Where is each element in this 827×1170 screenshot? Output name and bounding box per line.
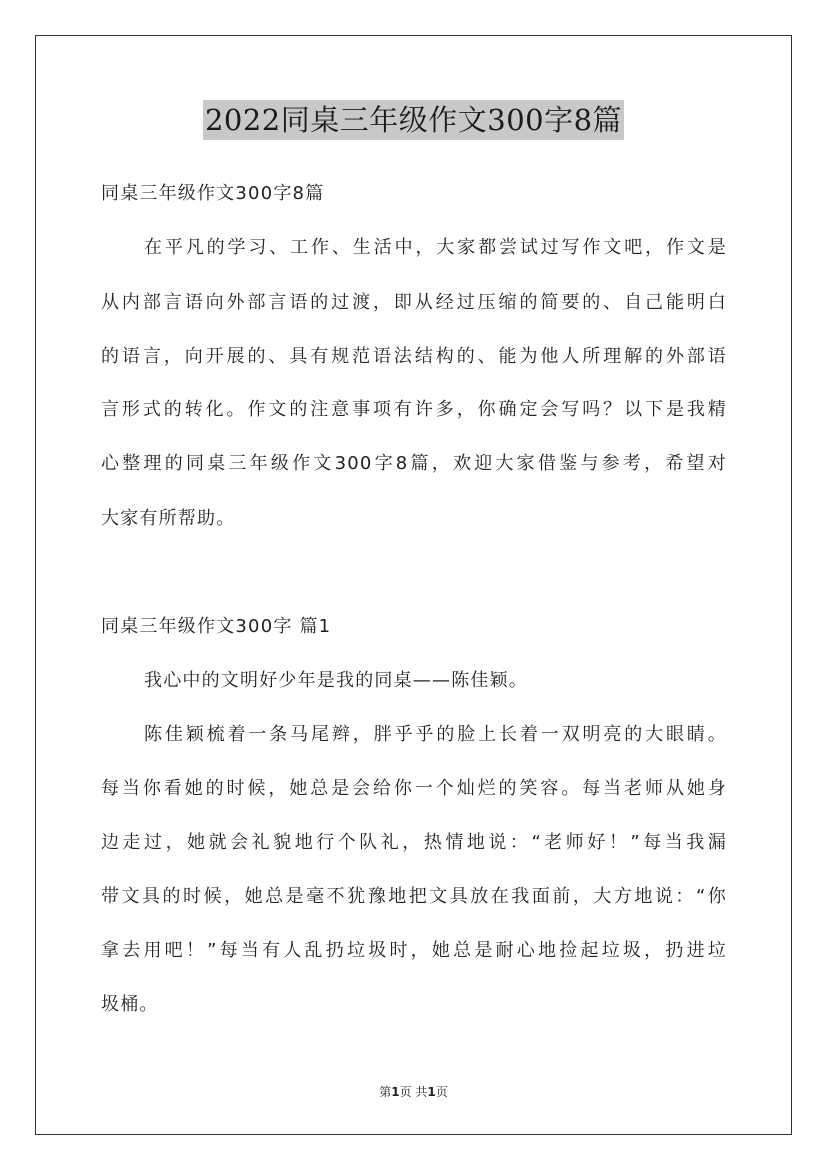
document-title: 2022同桌三年级作文300字8篇: [203, 100, 624, 140]
body-line: 陈佳颖梳着一条马尾辫，胖乎乎的脸上长着一双明亮的大眼睛。: [144, 724, 727, 745]
body-line: 每当你看她的时候，她总是会给你一个灿烂的笑容。每当老师从她身: [101, 778, 727, 799]
intro-line: 的语言，向开展的、具有规范语法结构的、能为他人所理解的外部语: [101, 346, 727, 367]
footer-page-current: 1: [391, 1085, 400, 1099]
body-line: 边走过，她就会礼貌地行个队礼，热情地说：“老师好！”每当我漏: [101, 832, 727, 853]
footer-page-total: 1: [427, 1085, 436, 1099]
intro-line: 大家有所帮助。: [101, 508, 236, 529]
intro-line: 在平凡的学习、工作、生活中，大家都尝试过写作文吧，作文是: [144, 237, 727, 258]
body-line: 拿去用吧！”每当有人乱扔垃圾时，她总是耐心地捡起垃圾，扔进垃: [101, 940, 727, 961]
page-footer: [0, 1084, 827, 1100]
document-subtitle: 同桌三年级作文300字8篇: [101, 183, 325, 204]
section-heading: 同桌三年级作文300字 篇1: [101, 616, 332, 637]
title-container: [0, 100, 827, 140]
footer-suffix: 页: [435, 1085, 448, 1099]
body-line: 圾桶。: [101, 994, 159, 1015]
section-first-line: 我心中的文明好少年是我的同桌——陈佳颖。: [144, 670, 528, 691]
intro-line: 言形式的转化。作文的注意事项有许多，你确定会写吗？以下是我精: [101, 399, 727, 420]
footer-prefix: 第: [379, 1085, 392, 1099]
intro-line: 心整理的同桌三年级作文300字8篇，欢迎大家借鉴与参考，希望对: [101, 453, 727, 474]
intro-line: 从内部言语向外部言语的过渡，即从经过压缩的简要的、自己能明白: [101, 292, 727, 313]
body-line: 带文具的时候，她总是毫不犹豫地把文具放在我面前，大方地说：“你: [101, 886, 727, 907]
footer-mid: 页 共: [399, 1085, 428, 1099]
